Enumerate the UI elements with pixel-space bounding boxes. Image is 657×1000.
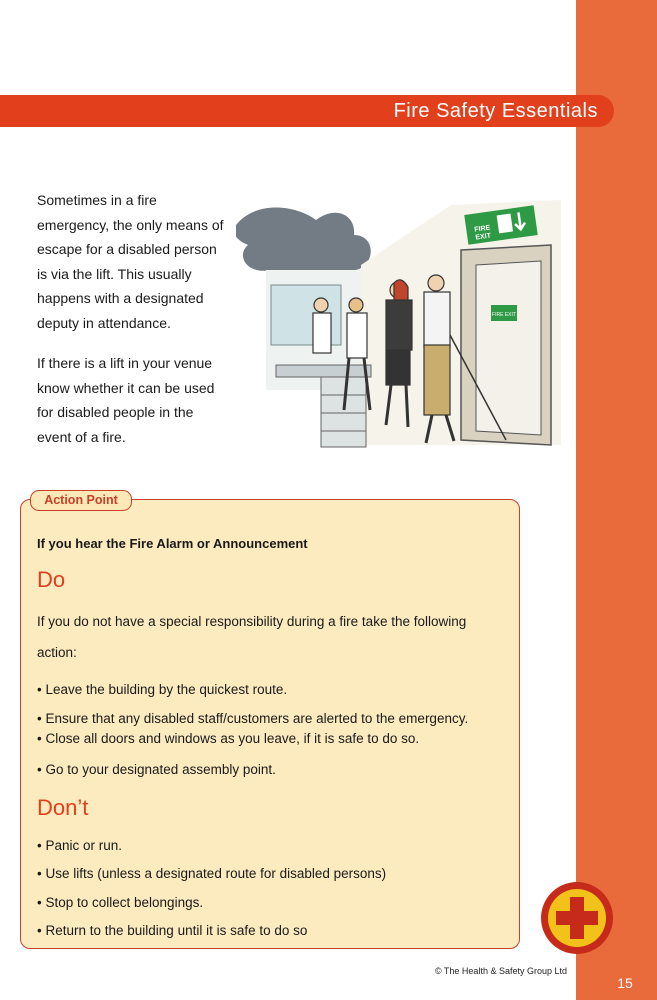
exit-sign-text-1: FIRE: [473, 224, 491, 234]
dont-title: Don’t: [37, 795, 89, 820]
page-title: Fire Safety Essentials: [393, 100, 598, 122]
side-color-strip: [576, 0, 657, 1000]
list-item: • Use lifts (unless a designated route for disabled persons): [37, 866, 387, 882]
dont-list: [37, 836, 386, 949]
action-heading: If you hear the Fire Alarm or Announcement: [37, 536, 308, 551]
do-intro-text: If you do not have a special responsibility during a fire take the following action:: [37, 614, 467, 660]
intro-text: [37, 188, 227, 465]
intro-paragraph-1: Sometimes in a fire emergency, the only means of escape for a disabled person is via the lift. This usually happens with a designated deputy in attendance.: [37, 192, 224, 331]
first-aid-cross-icon: [539, 880, 615, 956]
exit-sign-text-2: EXIT: [475, 232, 492, 242]
list-item: • Panic or run.: [37, 838, 123, 853]
do-list: [37, 680, 468, 789]
copyright-notice: © The Health & Safety Group Ltd: [434, 966, 567, 976]
do-title: Do: [37, 567, 66, 592]
list-item: • Go to your designated assembly point.: [37, 762, 276, 777]
action-point-tab: Action Point: [30, 490, 132, 511]
list-item: • Ensure that any disabled staff/customers are alerted to the emergency.: [37, 710, 469, 726]
list-item: • Leave the building by the quickest route.: [37, 682, 288, 697]
list-item: • Stop to collect belongings.: [37, 894, 204, 910]
door-sign-text: FIRE EXIT: [492, 312, 516, 318]
page-number: 15: [617, 975, 633, 991]
section-header-bar: [0, 95, 614, 127]
intro-paragraph-2: If there is a lift in your venue know whether it can be used for disabled people in the event of a fire.: [37, 355, 215, 445]
fire-evacuation-illustration: [236, 195, 561, 455]
list-item: • Close all doors and windows as you leave, if it is safe to do so.: [37, 731, 420, 746]
list-item: • Return to the building until it is safe to do so: [37, 922, 308, 938]
